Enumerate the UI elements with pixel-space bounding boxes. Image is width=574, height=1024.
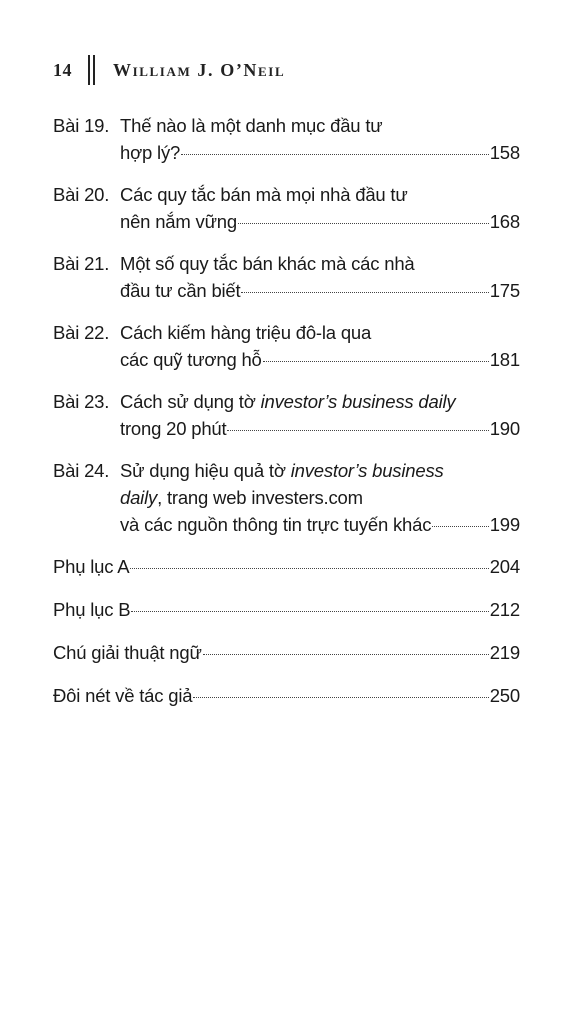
lesson-title xyxy=(120,181,520,235)
author-name: William J. O’Neil xyxy=(113,59,286,80)
appendix-title: Phụ lục A xyxy=(53,556,130,577)
toc-entry-lesson-24 xyxy=(53,457,520,538)
lesson-title xyxy=(120,457,520,538)
page-number: 14 xyxy=(53,59,72,80)
page-ref: 204 xyxy=(489,556,520,577)
lesson-number: Bài 24. xyxy=(53,460,110,481)
toc-entry-lesson-19 xyxy=(53,112,520,166)
dot-leader xyxy=(241,292,488,293)
title-line: Các quy tắc bán mà mọi nhà đầu tư xyxy=(120,184,408,205)
title-line: Cách kiếm hàng triệu đô-la qua xyxy=(120,322,372,343)
title-line-end: nên nắm vững xyxy=(120,211,237,232)
dot-leader xyxy=(181,154,489,155)
title-line-end: trong 20 phút xyxy=(120,418,227,439)
lesson-number: Bài 21. xyxy=(53,253,110,274)
lesson-number: Bài 19. xyxy=(53,115,110,136)
page-ref: 199 xyxy=(489,514,520,535)
page-ref: 190 xyxy=(489,418,520,439)
running-header xyxy=(53,52,285,88)
header-double-rule xyxy=(88,55,95,85)
title-line-end: đầu tư cần biết xyxy=(120,280,241,301)
title-text: , trang web investers.com xyxy=(157,487,363,508)
toc-entry-lesson-20 xyxy=(53,181,520,235)
page-ref: 175 xyxy=(489,280,520,301)
dot-leader xyxy=(193,697,488,698)
title-leader-line xyxy=(120,346,520,373)
dot-leader xyxy=(130,568,488,569)
title-text: Cách sử dụng tờ xyxy=(120,391,261,412)
lesson-number: Bài 23. xyxy=(53,391,110,412)
toc-entry-lesson-22 xyxy=(53,319,520,373)
toc-entry-appendix-b xyxy=(53,596,520,623)
dot-leader xyxy=(131,611,488,612)
title-line-end: và các nguồn thông tin trực tuyến khác xyxy=(120,514,432,535)
newspaper-name-cont: daily xyxy=(120,487,158,508)
page-ref: 219 xyxy=(489,642,520,663)
page-ref: 168 xyxy=(489,211,520,232)
page-ref: 250 xyxy=(489,685,520,706)
toc-entry-about-author xyxy=(53,682,520,709)
title-leader-line xyxy=(120,415,520,442)
lesson-title xyxy=(120,388,520,442)
dot-leader xyxy=(227,430,488,431)
title-text: Sử dụng hiệu quả tờ xyxy=(120,460,291,481)
table-of-contents xyxy=(53,112,520,725)
page-ref: 181 xyxy=(489,349,520,370)
page-ref: 212 xyxy=(489,599,520,620)
appendix-title: Đôi nét về tác giả xyxy=(53,685,193,706)
title-leader-line xyxy=(120,511,520,538)
appendix-title: Phụ lục B xyxy=(53,599,131,620)
toc-entry-glossary xyxy=(53,639,520,666)
title-line xyxy=(120,457,520,484)
toc-entry-lesson-23 xyxy=(53,388,520,442)
title-line-end: hợp lý? xyxy=(120,142,181,163)
lesson-number: Bài 20. xyxy=(53,184,110,205)
toc-entry-lesson-21 xyxy=(53,250,520,304)
title-leader-line xyxy=(120,208,520,235)
newspaper-name: investor’s business xyxy=(290,460,444,481)
lesson-number: Bài 22. xyxy=(53,322,110,343)
newspaper-name: investor’s business daily xyxy=(260,391,456,412)
title-line: Một số quy tắc bán khác mà các nhà xyxy=(120,253,415,274)
appendix-title: Chú giải thuật ngữ xyxy=(53,642,202,663)
title-line xyxy=(120,484,520,511)
title-leader-line xyxy=(120,139,520,166)
lesson-title xyxy=(120,250,520,304)
title-leader-line xyxy=(120,277,520,304)
dot-leader xyxy=(263,361,489,362)
dot-leader xyxy=(432,526,488,527)
title-line xyxy=(120,388,520,415)
page-ref: 158 xyxy=(489,142,520,163)
toc-entry-appendix-a xyxy=(53,553,520,580)
dot-leader xyxy=(203,654,489,655)
title-line-end: các quỹ tương hỗ xyxy=(120,349,262,370)
lesson-title xyxy=(120,319,520,373)
title-line: Thế nào là một danh mục đầu tư xyxy=(120,115,383,136)
dot-leader xyxy=(238,223,489,224)
lesson-title xyxy=(120,112,520,166)
